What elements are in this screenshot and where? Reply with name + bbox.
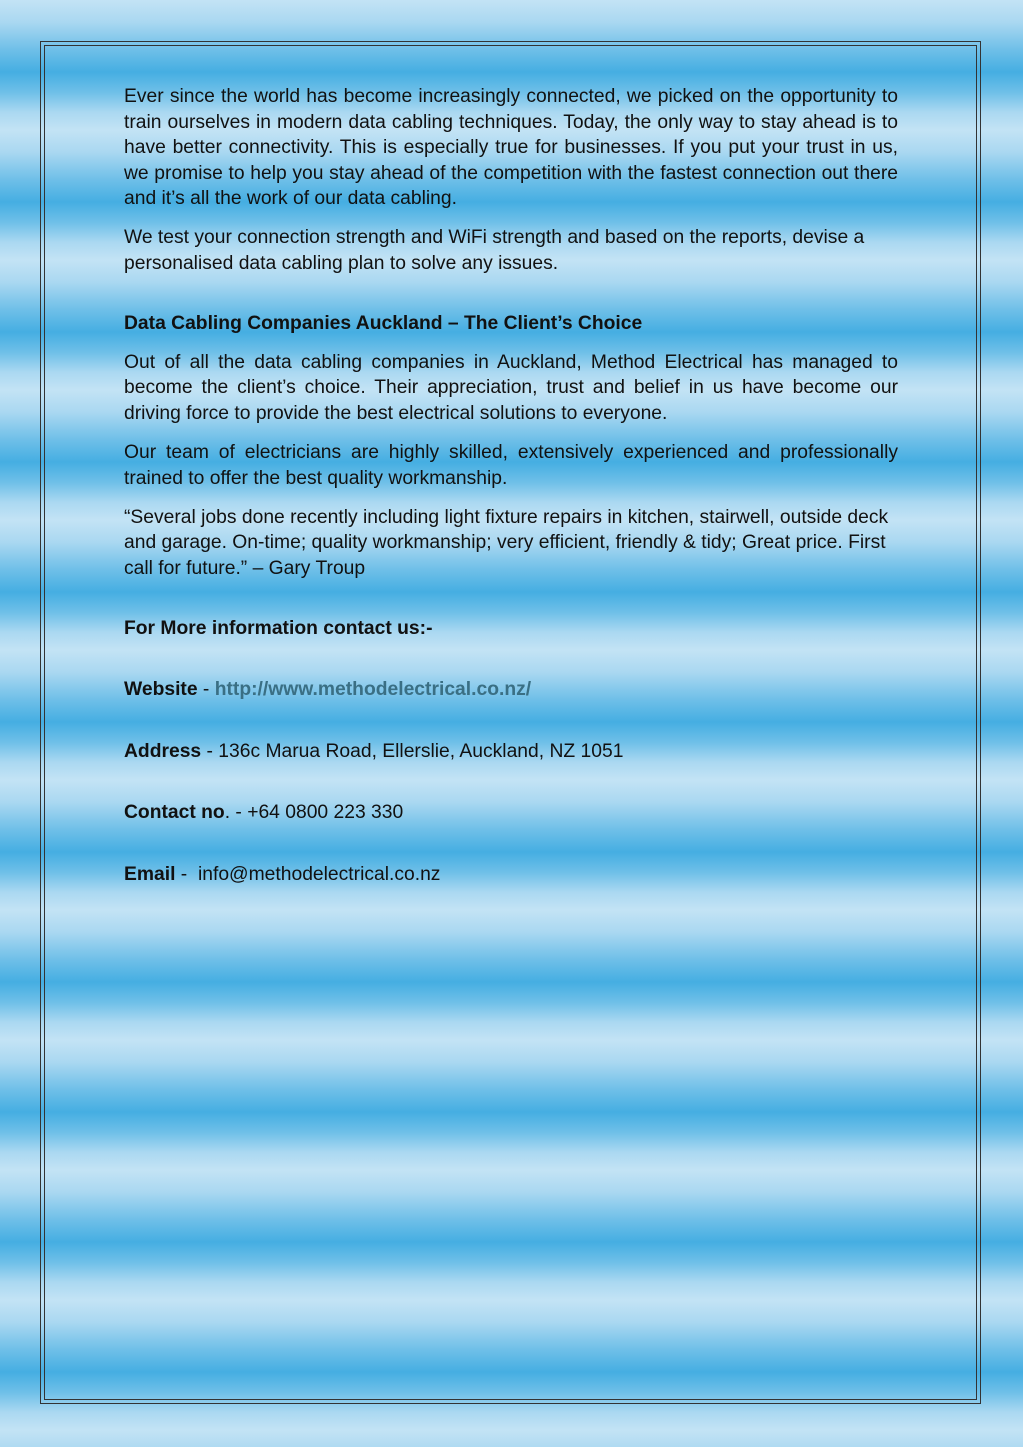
- address-value: 136c Marua Road, Ellerslie, Auckland, NZ 1051: [218, 740, 624, 762]
- phone-label: Contact no: [124, 802, 225, 824]
- email-value: info@methodelectrical.co.nz: [197, 863, 441, 885]
- testimonial-paragraph: “Several jobs done recently including light fixture repairs in kitchen, stairwell, outside deck and garage. On-time; quality workmanship; very efficient, friendly & tidy; Great price. First call for future.” – Gary Troup: [124, 506, 889, 579]
- website-label: Website: [124, 679, 198, 701]
- intro-paragraph-2: We test your connection strength and WiFi strength and based on the reports, devise a personalised data cabling plan to solve any issues.: [124, 227, 865, 275]
- email-separator: -: [175, 863, 198, 885]
- intro-paragraph-1: Ever since the world has become increasingly connected, we picked on the opportunity to train ourselves in modern data cabling techniques. Today, the only way to stay ahead is to have better connectivity. This is especially true for businesses. If you put your trust in us, we promise to help you stay ahead of the competition with the fastest connection out there and it’s all the work of our data cabling.: [124, 86, 898, 210]
- website-line: [124, 677, 898, 703]
- document-body: [124, 84, 898, 887]
- address-separator: -: [201, 740, 219, 762]
- body-paragraph-1: Out of all the data cabling companies in Auckland, Method Electrical has managed to become the client’s choice. Their appreciation, trust and belief in us have become our driving force to provide the best electrical solutions to everyone.: [124, 351, 898, 424]
- website-separator: -: [197, 679, 215, 701]
- address-label: Address: [124, 740, 202, 762]
- phone-separator: . -: [224, 802, 248, 824]
- email-label: Email: [124, 863, 176, 885]
- body-paragraph-2: Our team of electricians are highly skilled, extensively experienced and professionally trained to offer the best quality workmanship.: [124, 442, 898, 489]
- section-heading: Data Cabling Companies Auckland – The Client’s Choice: [124, 312, 643, 334]
- phone-value: +64 0800 223 330: [247, 802, 404, 824]
- website-link[interactable]: http://www.methodelectrical.co.nz/: [214, 679, 532, 701]
- phone-line: [124, 800, 898, 826]
- contact-heading: For More information contact us:-: [124, 617, 433, 639]
- email-line: [124, 862, 898, 888]
- address-line: [124, 739, 898, 765]
